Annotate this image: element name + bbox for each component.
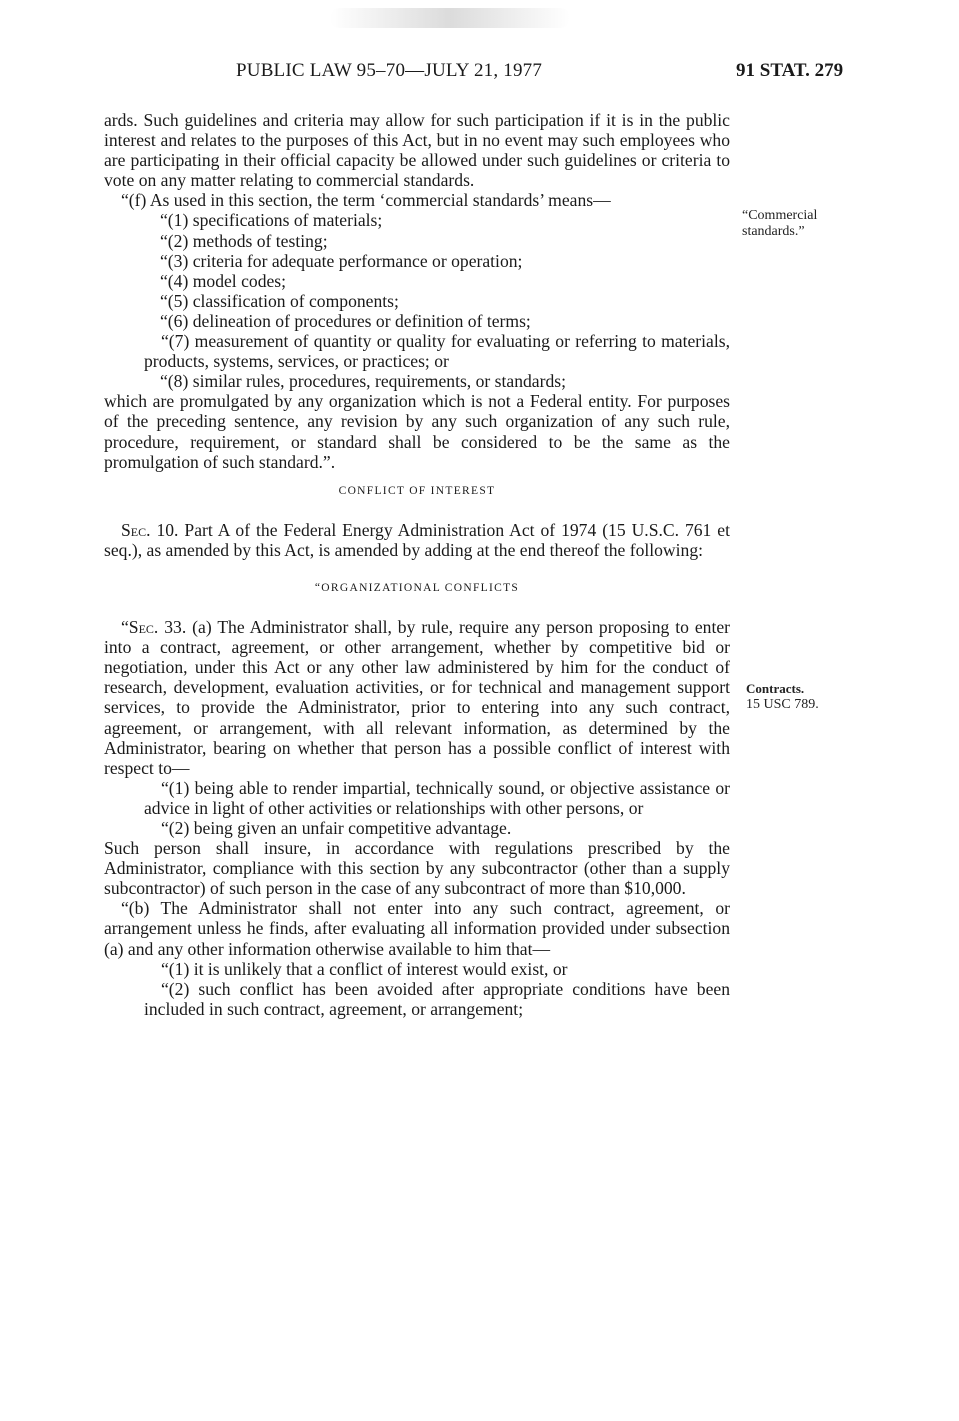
list-item: “(6) delineation of procedures or definition of terms; [160, 310, 531, 331]
section-label: “Sec. 33. [121, 617, 187, 638]
list-item: “(1) it is unlikely that a conflict of interest would exist, or [161, 958, 568, 979]
list-item: “(8) similar rules, procedures, requirements, or standards; [160, 371, 566, 392]
section-heading-conflict-of-interest: CONFLICT OF INTEREST [338, 484, 496, 497]
margin-note-contracts [746, 681, 819, 713]
margin-note-line: 15 USC 789. [746, 697, 819, 712]
list-item: “(2) such conflict has been avoided after appropriate conditions have been included in such contract, agreement, or arrangement; [144, 978, 730, 1019]
paragraph-subsection-b: “(b) The Administrator shall not enter into any such contract, agreement, or arrangement unless he finds, after evaluating all information provided under subsection (a) and any other information otherwise available to him that— [104, 898, 730, 959]
running-head-title: PUBLIC LAW 95–70—JULY 21, 1977 [236, 60, 543, 81]
paragraph-subsection-f: “(f) As used in this section, the term ‘commercial standards’ means— [121, 190, 611, 211]
margin-note-line: Contracts. [746, 681, 805, 696]
body-text [104, 110, 730, 1019]
section-heading-organizational-conflicts: “ORGANIZATIONAL CONFLICTS [314, 581, 520, 594]
running-head [0, 60, 959, 84]
margin-note-line: “Commercial [742, 208, 818, 223]
list-item: “(2) being given an unfair competitive advantage. [161, 818, 512, 838]
section-text: Part A of the Federal Energy Administration Act of 1974 (15 U.S.C. 761 et seq.), as amended by this Act, is amended by adding at the end thereof the following: [104, 519, 730, 560]
scan-smudge [330, 8, 570, 28]
paragraph-promulgated: which are promulgated by any organization which is not a Federal entity. For purposes of the preceding sentence, any revision by any such organization of any such rule, procedure, requirement, or standard shall be considered to be the same as the promulgation of such standard.”. [104, 391, 730, 472]
list-item: “(1) specifications of materials; [160, 210, 383, 231]
list-item: “(5) classification of components; [160, 290, 399, 311]
paragraph-sec-33 [104, 617, 730, 778]
statute-page-reference: 91 STAT. 279 [736, 60, 844, 81]
list-item: “(2) methods of testing; [160, 230, 328, 251]
list-item: “(4) model codes; [160, 270, 287, 291]
margin-note-commercial-standards [742, 208, 817, 240]
paragraph-sec-10 [104, 520, 730, 560]
margin-note-line: standards.” [742, 224, 805, 239]
section-text: (a) The Administrator shall, by rule, require any person proposing to enter into a contract, agreement, or other arrangement, whether by competitive bid or negotiation, under this Act or any other law administered by him for the conduct of research, development, evaluation activities, or for technical and management support services, to provide the Administrator, prior to entering into any such contract, agreement, or arrangement, with all relevant information, as determined by the Administrator, bearing on whether that person has a possible conflict of interest with respect to— [104, 617, 730, 778]
list-item: “(3) criteria for adequate performance or operation; [160, 250, 523, 271]
list-item: “(7) measurement of quantity or quality for evaluating or referring to materials, products, systems, services, or practices; or [144, 331, 730, 372]
paragraph-continuation: ards. Such guidelines and criteria may allow for such participation if it is in the public interest and relates to the purposes of this Act, but in no event may such employees who are participating in their official capacity be allowed under such guidelines or criteria to vote on any matter relating to commercial standards. [104, 110, 730, 191]
paragraph-insure: Such person shall insure, in accordance with regulations prescribed by the Administrator, compliance with this section by any subcontractor (other than a supply subcontractor) of such person in the case of any subcontract of more than $10,000. [104, 838, 730, 899]
section-label: Sec. 10. [121, 519, 179, 540]
list-item: “(1) being able to render impartial, technically sound, or objective assistance or advice in light of other activities or relationships with other persons, or [144, 777, 730, 818]
